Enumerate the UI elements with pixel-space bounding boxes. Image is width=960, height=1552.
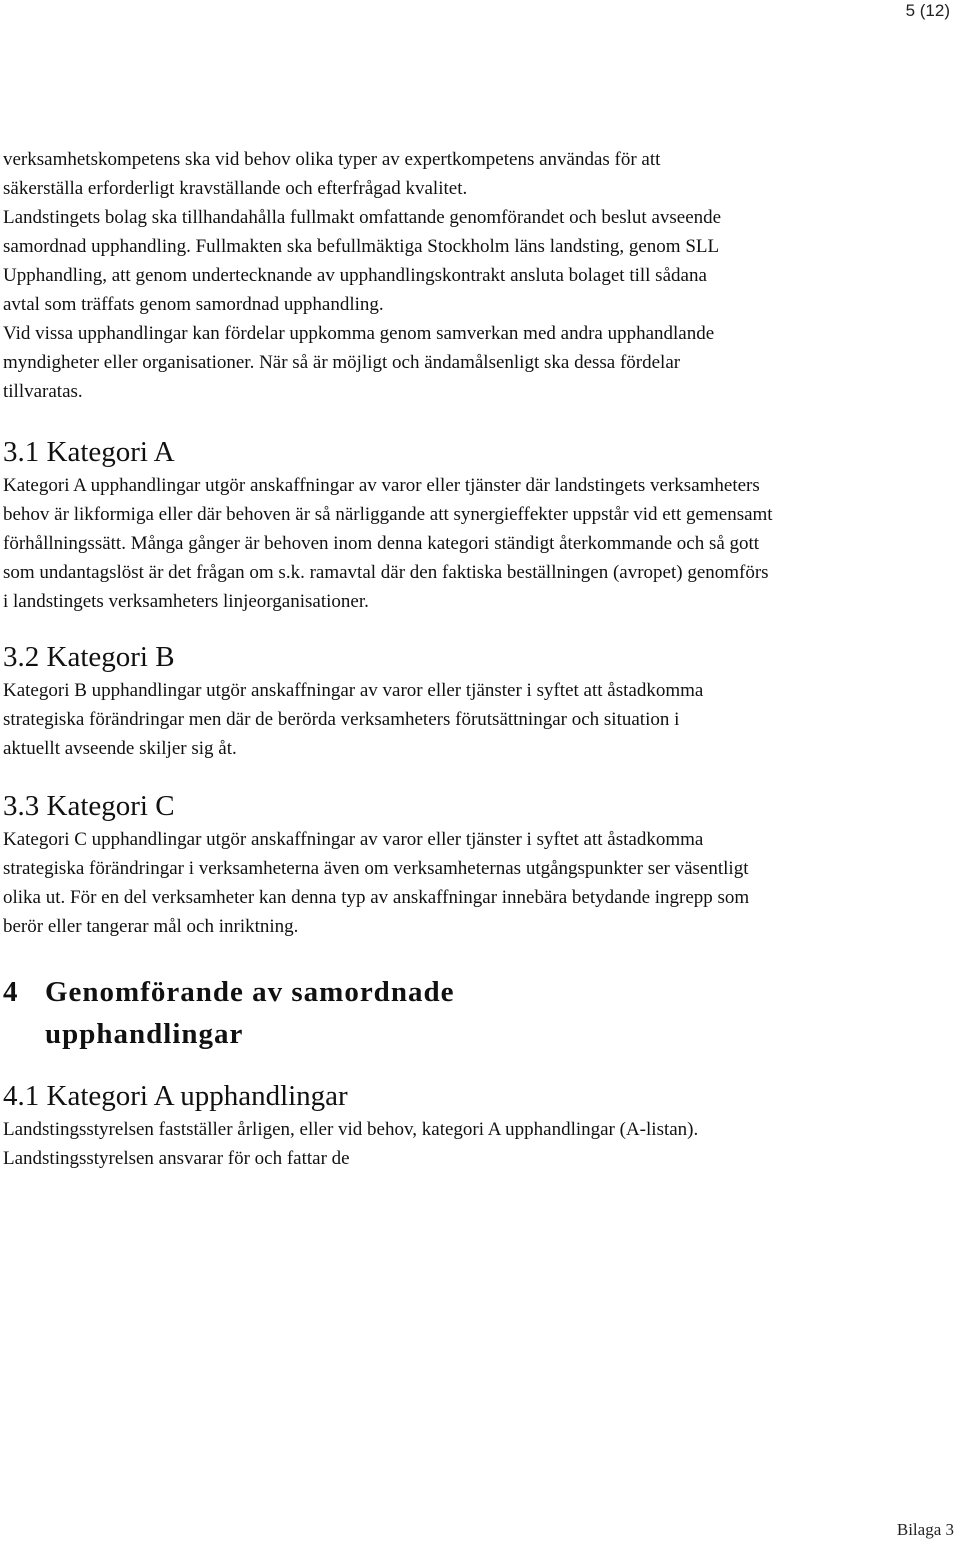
page-number: 5 (12)	[905, 1, 950, 20]
section-3-1-body: Kategori A upphandlingar utgör anskaffningar av varor eller tjänster där landstingets verksamheters behov är likformiga eller där behoven är så närliggande att synergieffekter uppstår vid ett gemensamt förhållningssätt. Många gånger är behoven inom denna kategori ständigt återkommande och så gott som undantagslöst är det frågan om s.k. ramavtal där den faktiska beställningen (avropet) genomförs i landstingets verksamheters linjeorganisationer.	[3, 475, 773, 612]
appendix-label: Bilaga 3	[896, 1520, 954, 1539]
section-3-2-body: Kategori B upphandlingar utgör anskaffningar av varor eller tjänster i syftet att åstadkomma strategiska förändringar men där de berörda verksamheters förutsättningar och situation i aktuellt avseende skiljer sig åt.	[3, 680, 704, 759]
section-4-title-line2: upphandlingar	[45, 1018, 244, 1050]
section-4-1-body: Landstingsstyrelsen fastställer årligen, eller vid behov, kategori A upphandlingar (A-listan). Landstingsstyrelsen ansvarar för och fattar de	[3, 1119, 699, 1169]
section-4-title-line1: Genomförande av samordnade	[45, 976, 455, 1008]
section-3-2-heading: 3.2 Kategori B	[3, 641, 175, 673]
intro-paragraph-2: Landstingets bolag ska tillhandahålla fullmakt omfattande genomförandet och beslut avseende samordnad upphandling. Fullmakten ska befullmäktiga Stockholm läns landsting, genom SLL Upphandling, att genom undertecknande av upphandlingskontrakt ansluta bolaget till sådana avtal som träffats genom samordnad upphandling.	[3, 207, 722, 315]
intro-paragraph-3: Vid vissa upphandlingar kan fördelar uppkomma genom samverkan med andra upphandlande myndigheter eller organisationer. När så är möjligt och ändamålsenligt ska dessa fördelar tillvaratas.	[3, 323, 715, 402]
section-3-3-heading: 3.3 Kategori C	[3, 790, 175, 822]
document-body	[3, 145, 793, 1173]
section-3-1-heading: 3.1 Kategori A	[3, 436, 175, 468]
section-4-number: 4	[3, 976, 19, 1008]
section-4-1-heading: 4.1 Kategori A upphandlingar	[3, 1080, 348, 1112]
intro-paragraph-1: verksamhetskompetens ska vid behov olika typer av expertkompetens användas för att säkerställa erforderligt kravställande och efterfrågad kvalitet.	[3, 149, 661, 199]
section-3-3-body: Kategori C upphandlingar utgör anskaffningar av varor eller tjänster i syftet att åstadkomma strategiska förändringar i verksamheterna även om verksamheternas utgångspunkter ser väsentligt olika ut. För en del verksamheter kan denna typ av anskaffningar innebära betydande ingrepp som berör eller tangerar mål och inriktning.	[3, 829, 750, 937]
section-4-heading	[3, 971, 793, 1055]
